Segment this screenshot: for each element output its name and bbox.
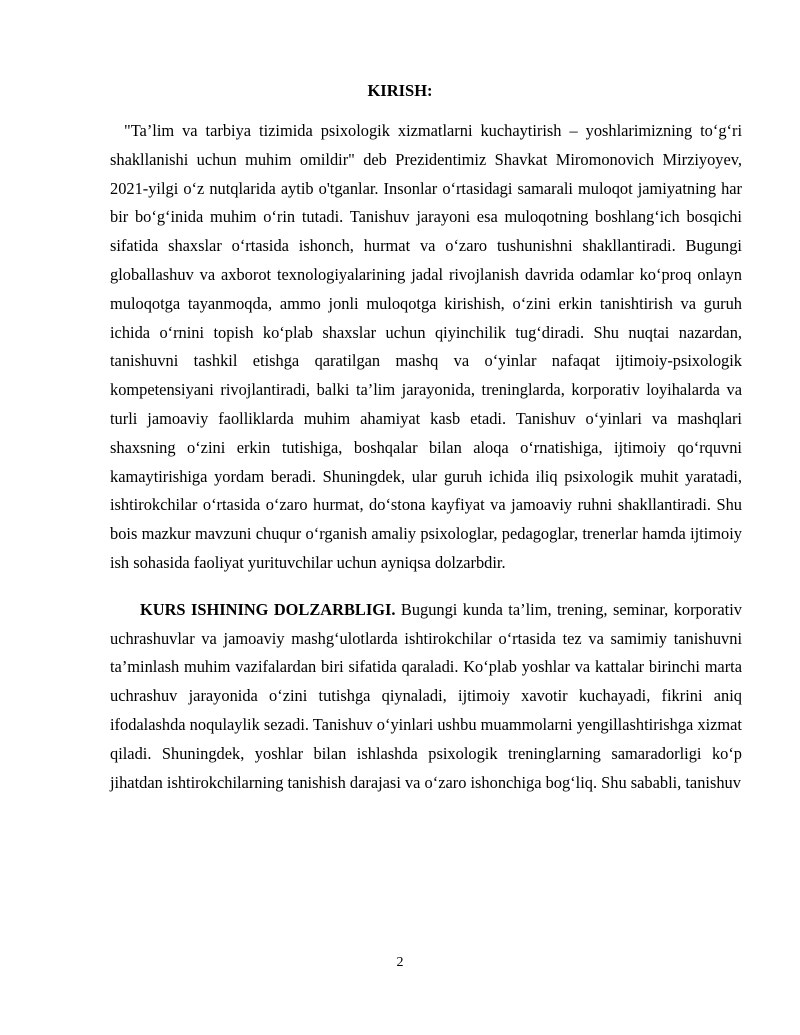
page-number: 2 [396,955,404,970]
section-heading: KIRISH: [367,81,433,100]
intro-paragraph: "Ta’lim va tarbiya tizimida psixologik xizmatlarni kuchaytirish – yoshlarimizning to‘g‘ri shakllanishi uchun muhim omildir" deb Prezidentimiz Shavkat Miromonovich Mirziyoyev, 2021-yilgi o‘z nutqlarida aytib o'tganlar. Insonlar o‘rtasidagi samarali muloqot jamiyatning har bir bo‘g‘inida muhim o‘rin tutadi. Tanishuv jarayoni esa muloqotning boshlang‘ich bosqichi sifatida shaxslar o‘rtasida ishonch, hurmat va o‘zaro tushunishni shakllantiradi. Bugungi globallashuv va axborot texnologiyalarining jadal rivojlanish davrida odamlar ko‘proq onlayn muloqotga tayanmoqda, ammo jonli muloqotga kirishish, o‘zini erkin tanishtirish va guruh ichida o‘rnini topish ko‘plab shaxslar uchun qiyinchilik tug‘diradi. Shu nuqtai nazardan, tanishuvni tashkil etishga qaratilgan mashq va o‘yinlar nafaqat ijtimoiy-psixologik kompetensiyani rivojlantiradi, balki ta’lim jarayonida, treninglarda, korporativ loyihalarda va turli jamoaviy faolliklarda muhim ahamiyat kasb etadi. Tanishuv o‘yinlari va mashqlari shaxsning o‘zini erkin tutishiga, boshqalar bilan aloqa o‘rnatishiga, ijtimoiy qo‘rquvni kamaytirishiga yordam beradi. Shuningdek, ular guruh ichida iliq psixologik muhit yaratadi, ishtirokchilar o‘rtasida o‘zaro hurmat, do‘stona kayfiyat va jamoaviy ruhni shakllantiradi. Shu bois mazkur mavzuni chuqur o‘rganish amaliy psixologlar, pedagoglar, trenerlar hamda ijtimoiy ish sohasida faoliyat yurituvchilar uchun ayniqsa dolzarbdir. [110,121,742,572]
relevance-lead: KURS ISHINING DOLZARBLIGI. [140,599,396,619]
relevance-text: Bugungi kunda ta’lim, trening, seminar, korporativ uchrashuvlar va jamoaviy mashg‘ulotlarda ishtirokchilar o‘rtasida tez va samimiy tanishuvni ta’minlash muhim vazifalardan biri sifatida qaraladi. Ko‘plab yoshlar va kattalar birinchi marta uchrashuv jarayonida o‘zini tutishga qiynaladi, ijtimoiy xavotir kuchayadi, fikrini aniq ifodalashda noqulaylik sezadi. Tanishuv o‘yinlari ushbu muammolarni yengillashtirishga xizmat qiladi. Shuningdek, yoshlar bilan ishlashda psixologik treninglarning samaradorligi ko‘p jihatdan ishtirokchilarning tanishish darajasi va o‘zaro ishonchiga bog‘liq. Shu sababli, tanishuv [110,599,742,792]
document-body [110,117,742,797]
relevance-paragraph [110,596,742,798]
